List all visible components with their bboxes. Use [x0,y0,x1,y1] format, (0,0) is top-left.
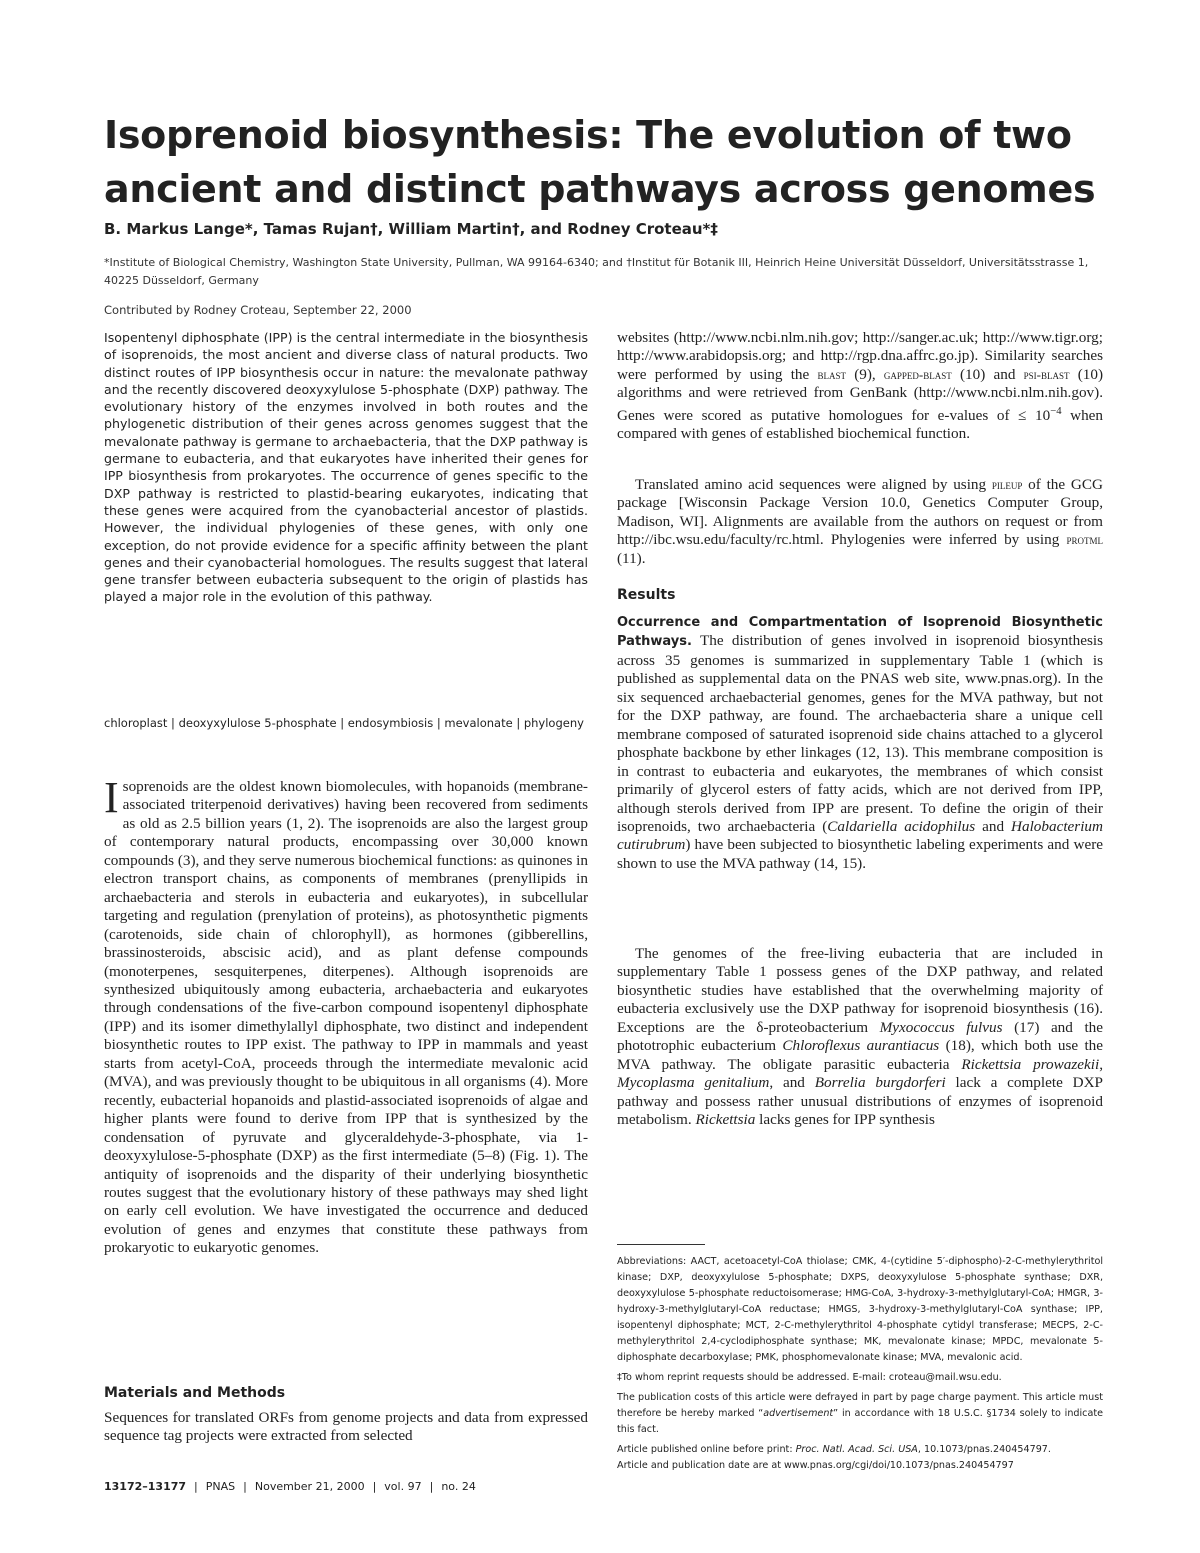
methods-paragraph-start: Sequences for translated ORFs from genome projects and data from expressed sequence tag projects were extracted from selected [104,1409,588,1445]
methods-text: (11). [617,549,646,567]
separator: | [429,1480,434,1493]
reprint-footnote: ‡To whom reprint requests should be addressed. E-mail: croteau@mail.wsu.edu. [617,1372,1002,1383]
results-text: The genomes of the free-living eubacteria that are included in supplementary Table 1 possess genes of the DXP pathway, and related biosynthetic studies have established that the overwhelming majority of eubacteria exclusively use the DXP pathway for isoprenoid biosynthesis (16). Exceptions are the δ-proteobacterium [617,945,1103,1036]
methods-text: Translated amino acid sequences were aligned by using [635,476,992,493]
results-text: (17) and the phototrophic eubacterium [617,1018,1103,1055]
results-text: lack a complete DXP pathway and possess rather unusual distributions of enzymes of isoprenoid metabolism. [617,1074,1103,1129]
species-name: Borrelia burgdorferi [814,1074,946,1092]
blast-program: blast [817,366,846,382]
runin-heading: Occurrence and Compartmentation of Isoprenoid Biosynthetic Pathways. [617,615,1103,650]
page-range: 13172–13177 [104,1480,187,1493]
volume: vol. 97 [384,1480,422,1493]
species-name: Mycoplasma genitalium [617,1074,770,1092]
separator: | [372,1480,377,1493]
affiliations: *Institute of Biological Chemistry, Washington State University, Pullman, WA 99164-6340; and †Institut für Botanik III, Heinrich Heine Universität Düsseldorf, Universitätsstrasse 1, 40225 Düsseldorf, Germany [104,256,1089,287]
results-paragraph-1 [617,613,1103,873]
journal-name: Proc. Natl. Acad. Sci. USA [795,1444,918,1455]
introduction-text: soprenoids are the oldest known biomolecules, with hopanoids (membrane-associated triterpenoid derivatives) having been recovered from sediments as old as 2.5 billion years (1, 2). The isoprenoids are also the largest group of contemporary natural products, encompassing over 30,000 known compounds (3), and they serve numerous biochemical functions: as quinones in electron transport chains, as components of membranes (prenyllipids in archaebacteria and sterols in eubacteria and eukaryotes), in subcellular targeting and regulation (prenylation of proteins), as photosynthetic pigments (carotenoids, side chain of chlorophyll), as hormones (gibberellins, brassinosteroids, abscisic acid), and as plant defense compounds (monoterpenes, sesquiterpenes, diterpenes). Although isoprenoids are synthesized ubiquitously among eubacteria, archaebacteria and eukaryotes through condensations of the five-carbon compound isopentenyl diphosphate (IPP) and its isomer dimethylallyl diphosphate, two distinct and independent biosynthetic routes to IPP exist. The pathway to IPP in mammals and yeast starts from acetyl-CoA, proceeds through the intermediate mevalonic acid (MVA), and was previously thought to be ubiquitous in all organisms (4). More recently, eubacterial hopanoids and plastid-associated isoprenoids of algae and higher plants were found to derive from IPP that is synthesized by the condensation of pyruvate and glyceraldehyde-3-phosphate, via 1-deoxyxylulose-5-phosphate (DXP) as the first intermediate (5–8) (Fig. 1). The antiquity of isoprenoids and the disparity of their underlying biosynthetic routes suggest that the evolutionary history of these pathways may shed light on early cell evolution. We have investigated the occurrence and deduced evolution of genes and enzymes that constitute these pathways from prokaryotic to eukaryotic genomes. [104,778,588,1257]
methods-paragraph-continued [617,329,1103,444]
pileup-program: pileup [991,477,1023,492]
results-text: (18), which both use the MVA pathway. The obligate parasitic eubacteria [617,1037,1104,1073]
results-text: and [975,817,1012,835]
footnote-text: Article published online before print: [617,1444,796,1455]
issue-number: no. 24 [441,1480,476,1493]
results-text: ) have been subjected to biosynthetic labeling experiments and were shown to use the MVA pathway (14, 15). [617,836,1103,872]
online-footnote [617,1442,1103,1474]
footnote-rule [617,1244,705,1245]
abbreviations-footnote: Abbreviations: AACT, acetoacetyl-CoA thiolase; CMK, 4-(cytidine 5′-diphospho)-2-C-methylerythritol kinase; DXP, deoxyxylulose 5-phosphate; DXPS, deoxyxylulose 5-phosphate synthase; DXR, deoxyxylulose 5-phosphate reductoisomerase; HMG-CoA, 3-hydroxy-3-methylglutaryl-CoA; HMGR, 3-hydroxy-3-methylglutaryl-CoA reductase; HMGS, 3-hydroxy-3-methylglutaryl-CoA synthase; IPP, isopentenyl diphosphate; MCT, 2-C-methylerythritol 4-phosphate cytidyl transferase; MECPS, 2-C-methylerythritol 2,4-cyclodiphosphate synthase; MK, mevalonate kinase; MPDC, mevalonate 5-diphosphate decarboxylase; PMK, phosphomevalonate kinase; MVA, mevalonic acid. [617,1256,1103,1363]
keywords: chloroplast | deoxyxylulose 5-phosphate | endosymbiosis | mevalonate | phylogeny [104,716,584,730]
gapped-blast-program: gapped-blast [883,366,952,382]
results-text: , and [769,1074,815,1092]
methods-text: of the GCG package [Wisconsin Package Version 10.0, Genetics Computer Group, Madison, WI]. Alignments are available from the authors on request or from http://ibc.wsu.edu/faculty/rc.html. Phylogenies were inferred by using [617,476,1103,549]
article-title: Isoprenoid biosynthesis: The evolution of two ancient and distinct pathways across genomes [104,113,1096,211]
psi-blast-program: psi-blast [1023,366,1070,382]
methods-text: (10) algorithms and were retrieved from GenBank (http://www.ncbi.nlm.nih.gov). Genes were scored as putative homologues for e-values of ≤ 10 [617,365,1103,424]
separator: | [243,1480,247,1493]
results-paragraph-2 [617,945,1103,1130]
publication-costs-footnote [617,1390,1103,1438]
results-text: lacks genes for IPP synthesis [755,1111,935,1129]
contributed-by: Contributed by Rodney Croteau, September 22, 2000 [104,303,412,317]
doi-link: Article and publication date are at www.pnas.org/cgi/doi/10.1073/pnas.240454797 [617,1460,1014,1471]
methods-text: (10) and [951,365,1024,383]
footnote-italic: advertisement [763,1408,834,1419]
introduction [104,773,588,1258]
issue-date: November 21, 2000 [254,1480,365,1493]
results-heading: Results [617,587,676,603]
species-name: Rickettsia prowazekii [961,1055,1100,1073]
species-name: Halobacterium cutirubrum [617,817,1103,854]
footnote-text: ” in accordance with 18 U.S.C. §1734 solely to indicate this fact. [617,1408,1103,1435]
footnote-text: The publication costs of this article were defrayed in part by page charge payment. This article must therefore be hereby marked “ [617,1392,1103,1419]
methods-paragraph-2 [617,476,1103,568]
species-name: Caldariella acidophilus [827,817,976,835]
journal-name: PNAS [205,1480,236,1493]
drop-cap: I [104,773,119,822]
footnotes [617,1254,1103,1478]
species-name: Myxococcus fulvus [879,1018,1003,1036]
species-name: Rickettsia [695,1111,756,1129]
exponent: −4 [1050,405,1062,417]
footnote-text: , 10.1073/pnas.240454797. [917,1444,1051,1455]
methods-text: (9), [845,365,884,383]
author-list: B. Markus Lange*, Tamas Rujan†, William Martin†, and Rodney Croteau*‡ [104,220,718,238]
results-text: The distribution of genes involved in isoprenoid biosynthesis across 35 genomes is summarized in supplementary Table 1 (which is published as supplemental data on the PNAS web site, www.pnas.org). In the six sequenced archaebacterial genomes, genes for the MVA pathway, but not for the DXP pathway, are found. The archaebacteria share a unique cell membrane composed of saturated isoprenoid side chains attached to a glycerol phosphate backbone by ether linkages (12, 13). This membrane composition is in contrast to eubacteria and eukaryotes, the membranes of which consist primarily of glycerol esters of fatty acids, which are not derived from IPP, although sterols derived from IPP are present. To define the origin of their isoprenoids, two archaebacteria ( [617,632,1103,835]
protml-program: protml [1066,532,1103,548]
methods-heading: Materials and Methods [104,1385,286,1401]
results-text: , [1099,1055,1103,1073]
methods-text: websites (http://www.ncbi.nlm.nih.gov; http://sanger.ac.uk; http://www.tigr.org; http://www.arabidopsis.org; and http://rgp.dna.affrc.go.jp). Similarity searches were performed by using the [617,329,1103,383]
abstract: Isopentenyl diphosphate (IPP) is the central intermediate in the biosynthesis of isoprenoids, the most ancient and diverse class of natural products. Two distinct routes of IPP biosynthesis occur in nature: the mevalonate pathway and the recently discovered deoxyxylulose 5-phosphate (DXP) pathway. The evolutionary history of the enzymes involved in both routes and the phylogenetic distribution of their genes across genomes suggest that the mevalonate pathway is germane to archaebacteria, that the DXP pathway is germane to eubacteria, and that eukaryotes have inherited their genes for IPP biosynthesis from prokaryotes. The occurrence of genes specific to the DXP pathway is restricted to plastid-bearing eukaryotes, indicating that these genes were acquired from the cyanobacterial ancestor of plastids. However, the individual phylogenies of these genes, with only one exception, do not provide evidence for a specific affinity between the plant genes and their cyanobacterial homologues. The results suggest that lateral gene transfer between eubacteria subsequent to the origin of plastids has played a major role in the evolution of this pathway. [104,330,588,605]
page-footer [104,1480,476,1493]
separator: | [194,1480,198,1493]
methods-text: when compared with genes of established biochemical function. [617,406,1103,443]
species-name: Chloroflexus aurantiacus [782,1037,940,1055]
